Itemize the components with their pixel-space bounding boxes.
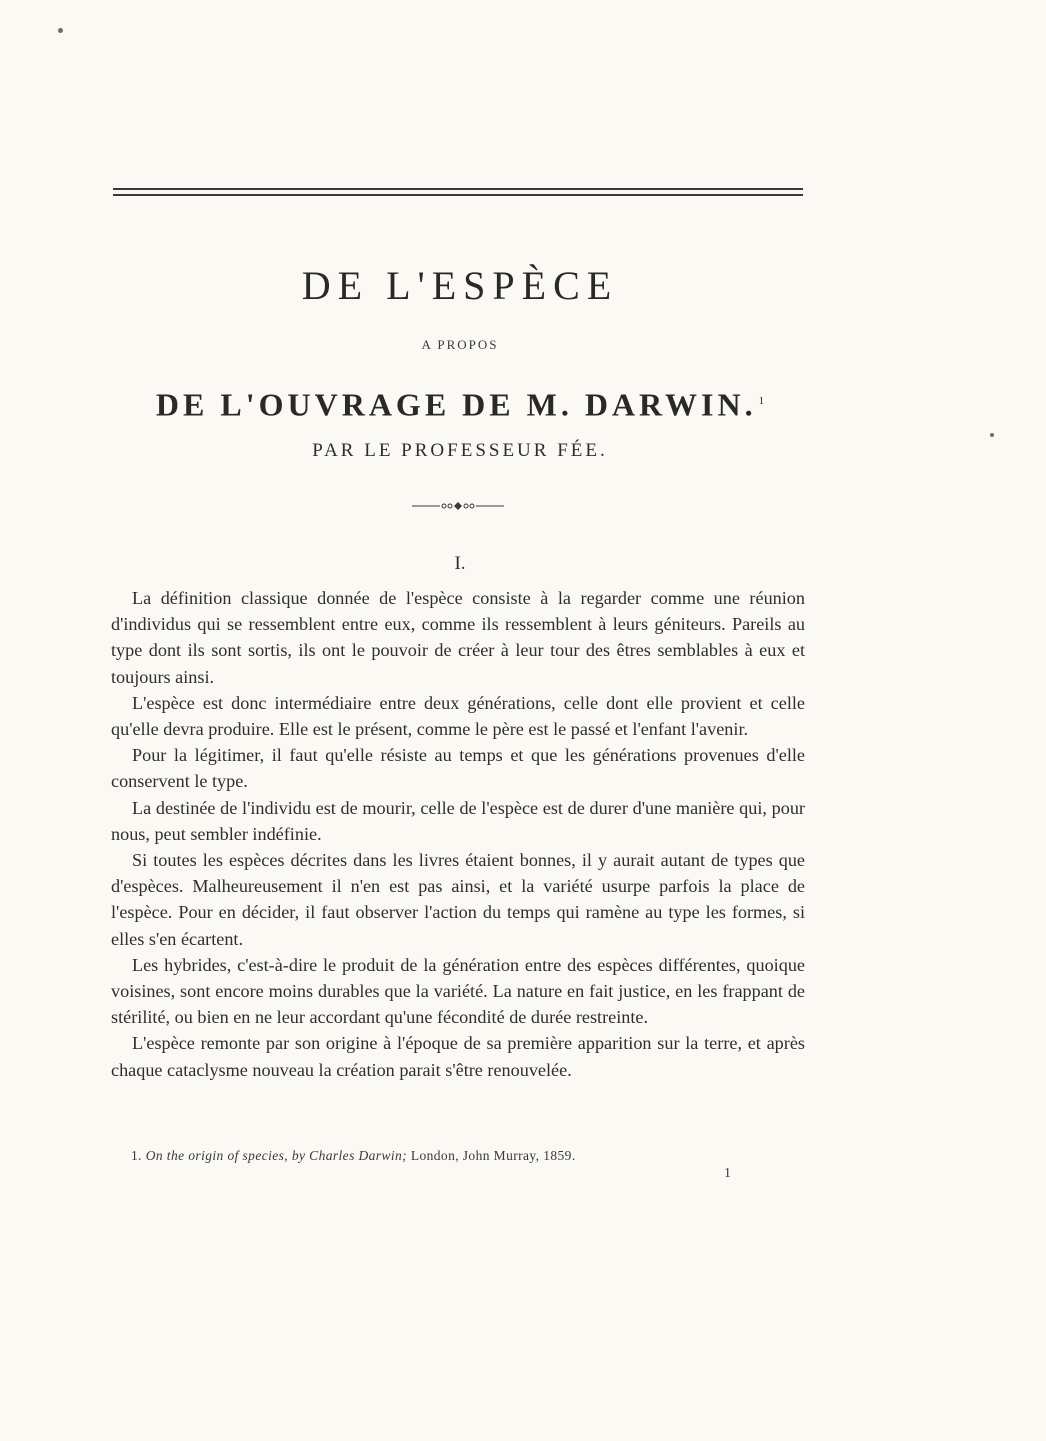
paragraph: L'espèce remonte par son origine à l'époque de sa première apparition sur la terre, et après chaque cataclysme nouveau la création parait s'être renouvelée. — [111, 1033, 805, 1080]
paragraph: La destinée de l'individu est de mourir, celle de l'espèce est de durer d'une manière qui, pour nous, peut sembler indéfinie. — [111, 797, 805, 844]
article-body — [111, 585, 805, 1083]
paragraph: La définition classique donnée de l'espèce consiste à la regarder comme une réunion d'individus qui se ressemblent entre eux, comme ils ressemblent à leurs géniteurs. Pareils au type dont ils sont sortis, ils ont le pouvoir de créer à leur tour des êtres semblables à eux et toujours ainsi. — [111, 588, 805, 687]
section-number: I. — [454, 553, 466, 574]
footnote-book-title: On the origin of species, by Charles Darwin; — [145, 1148, 408, 1163]
header-double-rule — [113, 188, 803, 196]
paragraph: Pour la légitimer, il faut qu'elle résiste au temps et que les générations provenues d'elle conservent le type. — [111, 745, 805, 792]
author-line: PAR LE PROFESSEUR FÉE. — [312, 440, 608, 461]
apropos-label: A PROPOS — [421, 337, 499, 352]
article-subtitle — [0, 381, 920, 425]
article-title: DE L'ESPÈCE — [301, 263, 619, 308]
paragraph: Si toutes les espèces décrites dans les livres étaient bonnes, il y aurait autant de types que d'espèces. Malheureusement il n'en est pas ainsi, et la variété usurpe parfois la place de l'espèce. Pour en décider, il faut observer l'action du temps qui ramène au type les formes, si elles s'en écartent. — [111, 850, 805, 949]
footnote-number: 1. — [131, 1148, 142, 1163]
paragraph: L'espèce est donc intermédiaire entre deux générations, celle dont elle provient et celle qu'elle devra produire. Elle est le présent, comme le père est le passé et l'enfant l'avenir. — [111, 692, 805, 740]
paragraph: Les hybrides, c'est-à-dire le produit de la génération entre des espèces différentes, quoique voisines, sont encore moins durables que la variété. La nature en fait justice, en les frappant de stérilité, ou bien en ne leur accordant qu'une fécondité de durée restreinte. — [111, 954, 805, 1028]
footnote-marker[interactable]: 1 — [758, 395, 765, 407]
ink-speck — [990, 433, 994, 437]
footnote — [131, 1148, 811, 1164]
subtitle-text: DE L'OUVRAGE DE M. DARWIN. — [155, 386, 757, 423]
fleuron-ornament-icon — [410, 498, 506, 514]
ink-speck — [58, 28, 63, 33]
footnote-publisher: London, John Murray, 1859. — [407, 1148, 576, 1163]
page-number: 1 — [724, 1166, 731, 1181]
